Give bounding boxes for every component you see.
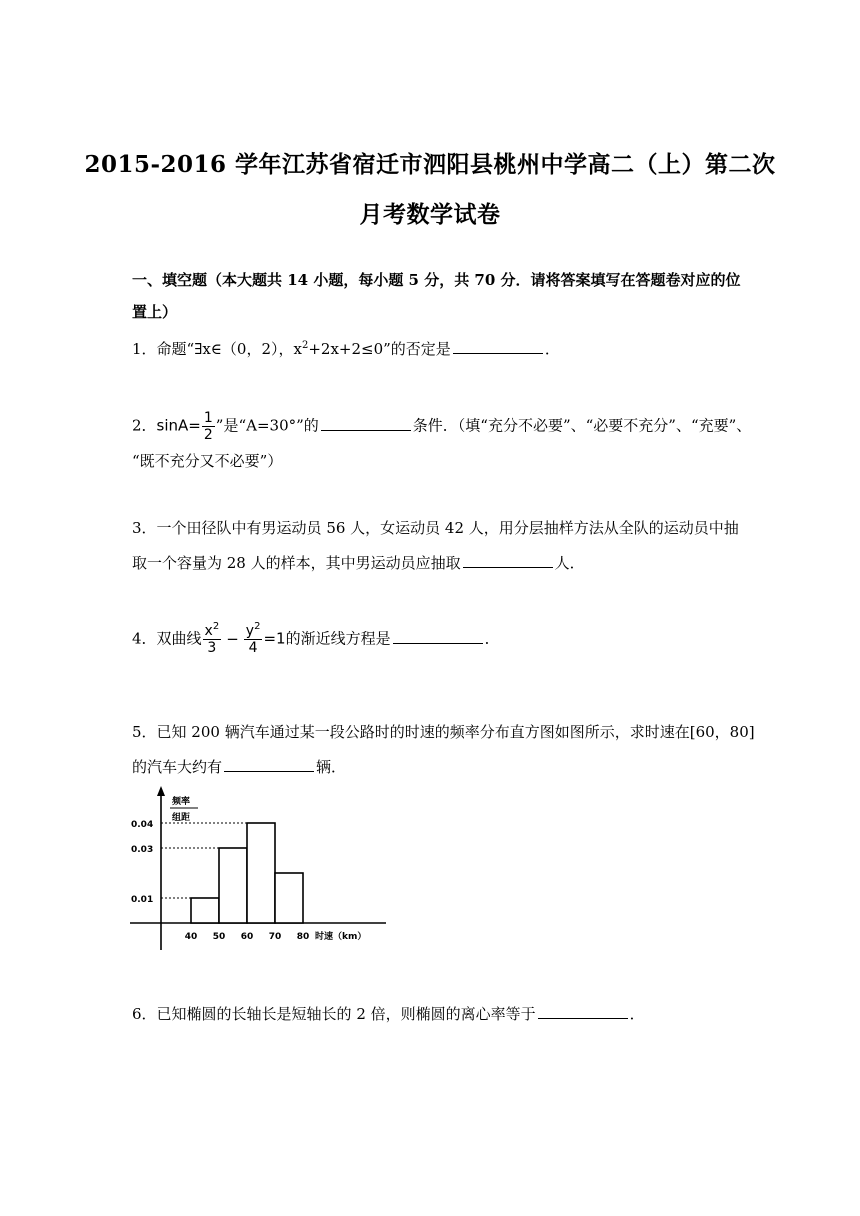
q3-text: 取一个容量为 28 人的样本，其中男运动员应抽取 bbox=[132, 554, 461, 572]
histogram-bars bbox=[191, 823, 303, 923]
q4-f1-sup: 2 bbox=[212, 621, 220, 632]
q1-end: ． bbox=[544, 340, 560, 358]
q2-frac-den: 2 bbox=[203, 427, 213, 443]
question-2-options: “既不充分又不必要”） bbox=[132, 452, 283, 470]
x-tick-label: 70 bbox=[268, 932, 282, 942]
q4-f1-den: 3 bbox=[207, 640, 217, 656]
q5-end: 辆． bbox=[316, 758, 347, 776]
q3-answer-blank[interactable] bbox=[463, 553, 553, 568]
q4-f2-den: 4 bbox=[248, 640, 258, 656]
q4-end: ． bbox=[484, 629, 500, 648]
q4-minus: − bbox=[226, 629, 239, 648]
q2-end: 条件．（填“充分不必要”、“必要不充分”、“充要”、 bbox=[412, 416, 752, 435]
question-2 bbox=[132, 410, 752, 443]
y-label-top: 频率 bbox=[172, 797, 191, 807]
q5-text: 的汽车大约有 bbox=[132, 758, 223, 776]
question-3-line2 bbox=[132, 553, 732, 573]
y-label-bottom: 组距 bbox=[172, 813, 191, 823]
q6-text: 6．已知椭圆的长轴长是短轴长的 2 倍，则椭圆的离心率等于 bbox=[132, 1005, 536, 1023]
q6-answer-blank[interactable] bbox=[538, 1004, 628, 1019]
q4-equals: =1 bbox=[263, 629, 286, 648]
histogram-bar bbox=[275, 873, 303, 923]
frequency-histogram bbox=[128, 786, 390, 952]
question-6 bbox=[132, 1004, 732, 1024]
y-tick-label: 0.01 bbox=[131, 895, 154, 905]
question-5-line2 bbox=[132, 757, 732, 777]
q2-frac-num: 1 bbox=[203, 410, 213, 426]
question-3-line1: 3．一个田径队中有男运动员 56 人，女运动员 42 人，用分层抽样方法从全队的运动员中抽 bbox=[132, 519, 739, 537]
x-tick-label: 80 bbox=[296, 932, 310, 942]
q1-text-suffix: +2x+2≤0”的否定是 bbox=[308, 340, 451, 358]
section-heading: 一、填空题（本大题共 14 小题，每小题 5 分，共 70 分．请将答案填写在答题卷对应的位 bbox=[132, 271, 741, 289]
q3-end: 人． bbox=[554, 554, 585, 572]
q1-answer-blank[interactable] bbox=[453, 339, 543, 354]
x-axis-label: 时速（km） bbox=[315, 932, 367, 942]
y-tick-label: 0.04 bbox=[131, 820, 154, 830]
q4-prefix: 4．双曲线 bbox=[132, 629, 202, 648]
q4-answer-blank[interactable] bbox=[393, 629, 483, 644]
q5-answer-blank[interactable] bbox=[224, 757, 314, 772]
x-tick-label: 60 bbox=[240, 932, 254, 942]
q2-sin-expr: sinA= bbox=[156, 416, 201, 435]
q2-answer-blank[interactable] bbox=[321, 416, 411, 431]
histogram-bar bbox=[247, 823, 275, 923]
q1-text-prefix: 1．命题“∃x∈（0，2），x bbox=[132, 340, 302, 358]
histogram-bar bbox=[219, 848, 247, 923]
section-heading-cont: 置上） bbox=[132, 303, 178, 321]
q4-fraction-y bbox=[244, 623, 263, 656]
y-axis-arrow bbox=[157, 786, 165, 796]
q2-mid: ”是“A=30°”的 bbox=[215, 416, 319, 435]
q4-suffix: 的渐近线方程是 bbox=[285, 629, 391, 648]
y-tick-label: 0.03 bbox=[131, 845, 154, 855]
question-5-line1: 5．已知 200 辆汽车通过某一段公路时的时速的频率分布直方图如图所示，求时速在[60，80] bbox=[132, 723, 755, 741]
q2-fraction bbox=[202, 410, 215, 443]
question-1 bbox=[132, 339, 732, 359]
exam-title-line1: 2015-2016 学年江苏省宿迁市泗阳县桃州中学高二（上）第二次 bbox=[84, 151, 776, 178]
question-4 bbox=[132, 623, 732, 656]
q4-f1-num: x bbox=[204, 623, 213, 639]
q4-f2-num: y bbox=[245, 623, 255, 639]
x-tick-label: 40 bbox=[184, 932, 198, 942]
q4-fraction-x bbox=[203, 623, 222, 656]
q1-superscript: 2 bbox=[301, 340, 309, 351]
q4-f2-sup: 2 bbox=[254, 621, 261, 632]
exam-title-line2: 月考数学试卷 bbox=[359, 201, 501, 228]
q2-number: 2． bbox=[132, 416, 157, 435]
histogram-bar bbox=[191, 898, 219, 923]
q6-end: ． bbox=[629, 1005, 645, 1023]
x-tick-label: 50 bbox=[212, 932, 226, 942]
